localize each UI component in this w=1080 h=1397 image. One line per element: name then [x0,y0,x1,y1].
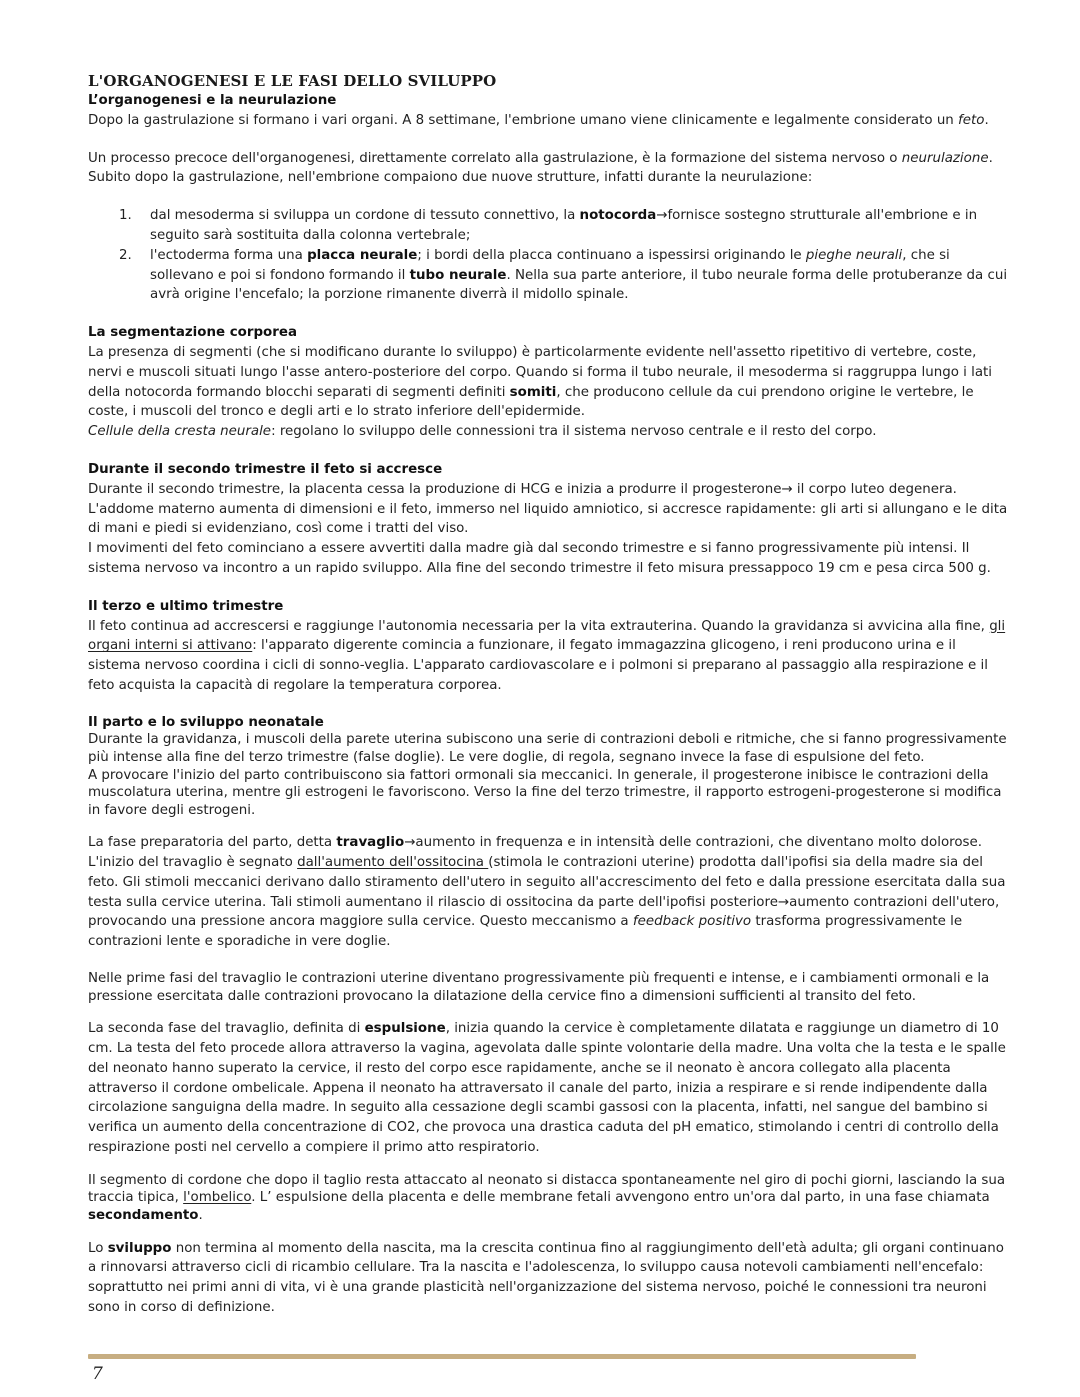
paragraph: I movimenti del feto cominciano a essere avvertiti dalla madre già dal secondo trimestre e si fanno progressivamente più intensi. Il sistema nervoso va incontro a un rapido sviluppo. Alla fine del secondo trimestre il feto misura pressappoco 19 cm e pesa circa 500 g. [88,541,991,576]
spacer [88,952,1012,970]
paragraph: A provocare l'inizio del parto contribuiscono sia fattori ormonali sia meccanici. In generale, il progesterone inibisce le contrazioni della muscolatura uterina, mentre gli estrogeni le favoriscono. Verso la fine del terzo trimestre, il rapporto estrogeni-progesterone si modifica in favore degli estrogeni. [88,767,1002,818]
paragraph [88,617,1012,696]
bold-term: espulsione [364,1021,446,1037]
paragraph: Nelle prime fasi del travaglio le contrazioni uterine diventano progressivamente più frequenti e intense, e i cambiamenti ormonali e la pressione esercitata dalle contrazioni provocano la dilatazione della cervice fino a dimensioni sufficienti al transito del feto. [88,971,990,1004]
text-run: dal mesoderma si sviluppa un cordone di tessuto connettivo, la [150,208,580,224]
text-run: (stimola le contrazioni uterine) prodotta dall'ipofisi sia della madre sia del feto. Gli stimoli meccanici derivano dallo stiramento dell'utero in seguito all'accrescimento del feto e dalla pressione esercitata dalla sua testa sulla cervice uterina. Tali stimoli aumentano il rilascio di ossitocina da parte dell'ipofisi posteriore→aumento contrazioni dell'utero, provocando una pressione ancora maggiore sulla cervice. Questo meccanismo a [88,855,1006,930]
paragraph: L'addome materno aumenta di dimensioni e il feto, immerso nel liquido amniotico, si accresce rapidamente: gli arti si allungano e le dita di mani e piedi si evidenziano, così come i tratti del viso. [88,501,1008,537]
text-run: : regolano lo sviluppo delle connessioni tra il sistema nervoso centrale e il resto del corpo. [271,424,877,440]
italic-term: Cellule della cresta neurale [88,424,272,440]
spacer [88,579,1012,597]
spacer [88,442,1012,460]
bold-term: sviluppo [107,1240,172,1256]
bold-term: notocorda [579,208,657,224]
text-run: . [198,1208,203,1224]
paragraph [88,1019,1012,1158]
bold-term: tubo neurale [409,267,507,283]
list-number: 1. [119,208,132,224]
text-run: Un processo precoce dell'organogenesi, direttamente correlato alla gastrulazione, è la formazione del sistema nervoso o [88,150,902,166]
bold-term: secondamento [88,1208,199,1224]
numbered-list [88,206,1012,305]
section-heading-neurulazione: L’organogenesi e la neurulazione [88,93,337,108]
italic-term: feedback positivo [632,914,752,930]
text-run: : l'apparato digerente comincia a funzionare, il fegato immagazzina glicogeno, i reni producono urina e il sistema nervoso coordina i cicli di sonno-veglia. L'apparato cardiovascolare e i polmoni si preparano al passaggio alla respirazione e il feto acquista la capacità di regolare la temperatura corporea. [88,638,988,693]
section-heading-segmentazione: La segmentazione corporea [88,325,297,341]
spacer [88,696,1012,714]
paragraph [88,833,1012,952]
text-run: ; i bordi della placca continuano a ispessirsi originando le [417,247,806,263]
text-run: →aumento in frequenza e in intensità delle contrazioni, che diventano molto dolorose. L'inizio del travaglio è segnato [88,835,983,871]
paragraph: Durante la gravidanza, i muscoli della parete uterina subiscono una serie di contrazioni deboli e ritmiche, che si fanno progressivamente più intense alla fine del terzo trimestre (false doglie). Le vere doglie, di regola, segnano invece la fase di espulsione del feto. [88,732,1007,765]
footer-rule [88,1354,916,1359]
section-heading-terzo-trimestre: Il terzo e ultimo trimestre [88,598,284,614]
text-run: La seconda fase del travaglio, definita di [88,1021,365,1037]
text-run: Il feto continua ad accrescersi e raggiunge l'autonomia necessaria per la vita extrauterina. Quando la gravidanza si avvicina alla fine, [88,618,990,634]
text-run: . Subito dopo la gastrulazione, nell'embrione compaiono due nuove strutture, infatti durante la neurulazione: [88,150,993,186]
text-run: La presenza di segmenti (che si modificano durante lo sviluppo) è particolarmente evidente nell'assetto ripetitivo di vertebre, coste, nervi e muscoli situati lungo l'asse antero-posteriore del corpo. Quando si forma il tubo neurale, il mesoderma si raggruppa lungo i lati della notocorda formando blocchi separati di segmenti definiti [88,344,993,400]
text-run: , che si sollevano e poi si fondono formando il [150,247,950,283]
text-run: →fornisce sostegno strutturale all'embrione e in seguito sarà sostituita dalla colonna vertebrale; [150,208,978,243]
paragraph [88,1172,1012,1225]
paragraph [88,149,1012,189]
text-run: l'ectoderma forma una [150,247,308,263]
underlined-term: gli organi interni si attivano [88,618,1006,654]
page-number: 7 [92,1364,103,1384]
paragraph [88,343,1012,422]
paragraph [88,111,1012,131]
italic-term: neurulazione [901,150,989,166]
text-run: , che producono cellule da cui prendono origine le vertebre, le coste, i muscoli del tronco e degli arti e lo strato inferiore dell'epidermide. [88,384,974,420]
text-run: Dopo la gastrulazione si formano i vari organi. A 8 settimane, l'embrione umano viene clinicamente e legalmente considerato un [88,112,959,128]
text-run: , inizia quando la cervice è completamente dilatata e raggiunge un diametro di 10 cm. La testa del feto procede allora attraverso la vagina, agevolata dalle spinte volontarie della madre. Una volta che la testa e le spalle del neonato hanno superato la cervice, il resto del corpo esce rapidamente, anche se il neonato è ancora collegato alla placenta attraverso il cordone ombelicale. Appena il neonato ha attraversato il canale del parto, inizia a respirare e si rende indipendente dalla circolazione sanguigna della madre. In seguito alla cessazione degli scambi gassosi con la placenta, infatti, nel sangue del bambino si verifica un aumento della concentrazione di CO2, che provoca una drastica caduta del pH ematico, stimolando i centri di controllo della respirazione posti nel cervello a compiere il primo atto respiratorio. [88,1021,1006,1156]
italic-term: feto [958,112,985,128]
list-item [88,246,1012,305]
text-run: non termina al momento della nascita, ma la crescita continua fino al raggiungimento dell'età adulta; gli organi continuano a rinnovarsi attraverso cicli di ricambio cellulare. Tra la nascita e l'adolescenza, lo sviluppo causa notevoli cambiamenti nell'encefalo: soprattutto nei primi anni di vita, vi è una grande plasticità nell'organizzazione del sistema nervoso, poiché le connessioni tra neuroni sono in corso di definizione. [88,1240,1004,1315]
section-heading-parto: Il parto e lo sviluppo neonatale [88,714,324,730]
document-page [88,72,1012,1318]
paragraph [88,422,1012,442]
list-number: 2. [119,247,132,263]
text-run: . [984,112,989,128]
text-run: Lo [88,1240,108,1256]
bold-term: placca neurale [307,247,418,263]
paragraph: Durante il secondo trimestre, la placenta cessa la produzione di HCG e inizia a produrre il progesterone→ il corpo luteo degenera. [88,481,957,497]
bold-term: somiti [509,384,557,400]
spacer [88,1225,1012,1239]
page-title: L'ORGANOGENESI E LE FASI DELLO SVILUPPO [88,72,497,90]
paragraph [88,1239,1012,1318]
text-run: . Nella sua parte anteriore, il tubo neurale forma delle protuberanze da cui avrà origine l'encefalo; la porzione rimanente diverrà il midollo spinale. [150,267,1008,303]
italic-term: pieghe neurali [805,247,903,263]
bold-term: travaglio [336,835,405,851]
text-run: Il segmento di cordone che dopo il taglio resta attaccato al neonato si distacca spontaneamente nel giro di pochi giorni, lasciando la sua traccia tipica, [88,1172,1006,1206]
underlined-term: dall'aumento dell'ossitocina [297,855,489,871]
underlined-term: l'ombelico [183,1190,252,1206]
text-run: La fase preparatoria del parto, detta [88,835,337,851]
section-heading-secondo-trimestre: Durante il secondo trimestre il feto si accresce [88,461,443,477]
text-run: trasforma progressivamente le contrazioni lente e sporadiche in vere doglie. [88,914,963,950]
spacer [88,819,1012,833]
spacer [88,131,1012,149]
spacer [88,1158,1012,1172]
list-item [88,206,1012,246]
text-run: . L’ espulsione della placenta e delle membrane fetali avvengono entro un'ora dal parto, in una fase chiamata [251,1190,990,1206]
spacer [88,1005,1012,1019]
